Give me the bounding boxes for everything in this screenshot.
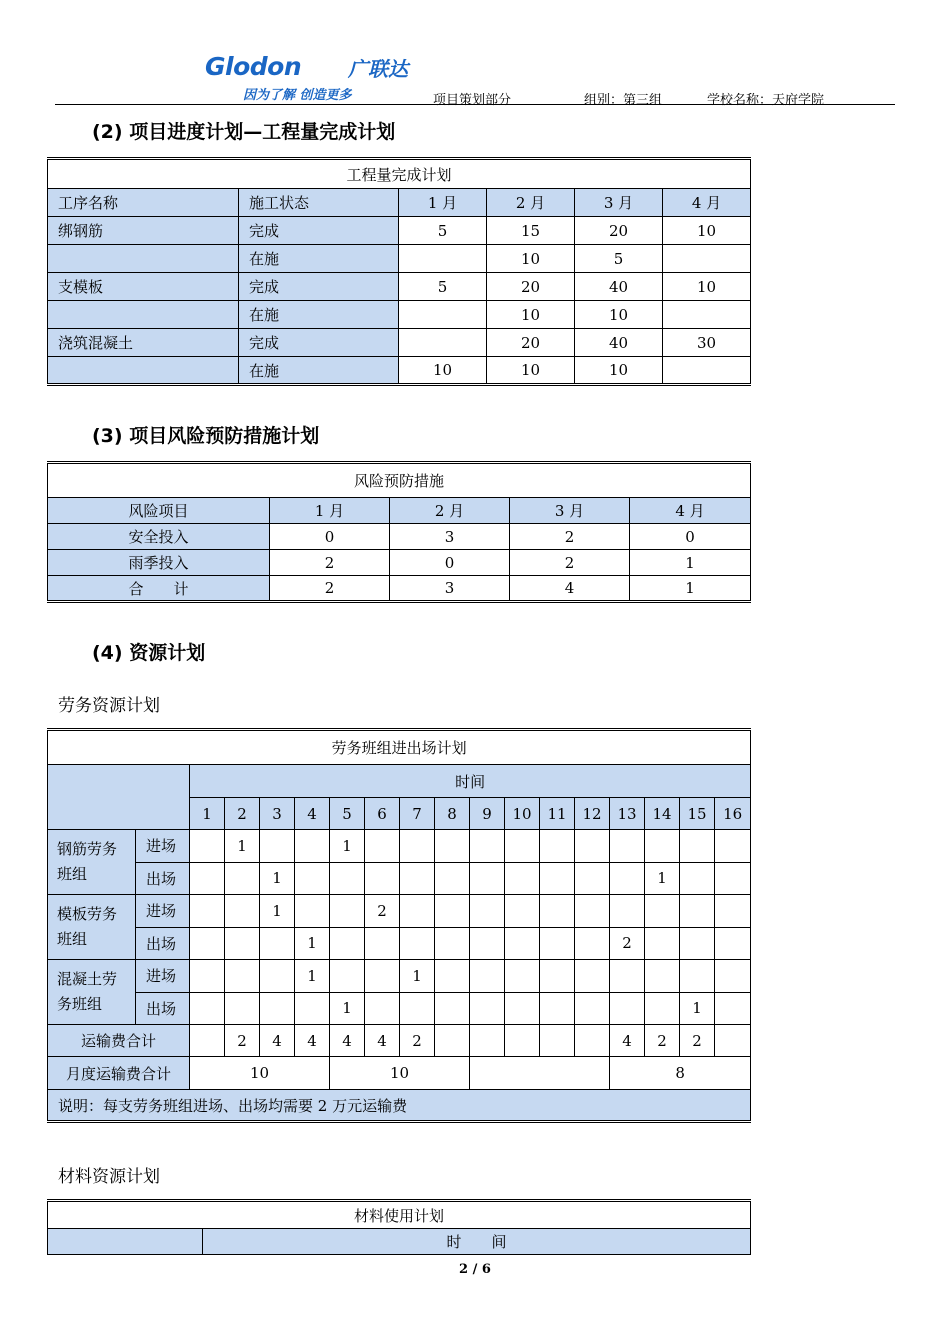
table-cell: 10 (575, 301, 663, 329)
table-cell: 合 计 (48, 576, 270, 602)
table-cell (260, 927, 295, 960)
col-header: 3 月 (510, 498, 630, 524)
table-cell (400, 895, 435, 928)
table-row (48, 576, 751, 602)
table-cell: 4 (260, 1025, 295, 1057)
header-rule (55, 104, 895, 105)
table-cell: 10 (487, 357, 575, 385)
table-cell (190, 927, 225, 960)
table-cell (260, 830, 295, 863)
table-cell (190, 960, 225, 993)
table-cell (435, 862, 470, 895)
table-cell (680, 895, 715, 928)
col-header: 3 月 (575, 189, 663, 217)
team-name (48, 895, 136, 960)
table-cell (575, 1025, 610, 1057)
table-cell: 1 (400, 960, 435, 993)
table-cell: 2 (225, 1025, 260, 1057)
table-cell (505, 862, 540, 895)
table-cell (330, 862, 365, 895)
team-name-line: 模板劳务 (57, 905, 118, 923)
team-name (48, 960, 136, 1025)
table-cell: 2 (400, 1025, 435, 1057)
table-cell: 1 (260, 862, 295, 895)
table-row (48, 357, 751, 385)
header-blank (48, 765, 190, 830)
table-row (48, 245, 751, 273)
transport-row (48, 1025, 751, 1057)
table-cell (225, 895, 260, 928)
period-header: 12 (575, 798, 610, 830)
table-cell: 10 (663, 273, 751, 301)
table-cell (610, 862, 645, 895)
table-cell (225, 862, 260, 895)
table-cell (470, 862, 505, 895)
table-cell (540, 862, 575, 895)
table-cell (505, 992, 540, 1025)
table-cell: 1 (330, 992, 365, 1025)
table-row (48, 550, 751, 576)
section-title-schedule: (2) 项目进度计划—工程量完成计划 (92, 121, 396, 143)
exit-label: 出场 (136, 927, 190, 960)
monthly-cell: 10 (190, 1057, 330, 1090)
table-cell: 2 (270, 550, 390, 576)
table-cell: 2 (270, 576, 390, 602)
period-header: 8 (435, 798, 470, 830)
table-cell (399, 245, 487, 273)
time-header: 时 间 (203, 1229, 751, 1255)
team-row (48, 927, 751, 960)
table-cell (715, 830, 751, 863)
table-cell (260, 992, 295, 1025)
team-name-line: 混凝土劳 (57, 970, 118, 988)
table-cell (365, 992, 400, 1025)
monthly-cell (470, 1057, 610, 1090)
glodon-logo: Glodon (205, 52, 302, 81)
table-cell (435, 992, 470, 1025)
table-cell (190, 895, 225, 928)
table-cell: 绑钢筋 (48, 217, 239, 245)
table-cell (48, 301, 239, 329)
table-cell (680, 960, 715, 993)
team-row (48, 960, 751, 993)
table-cell (225, 927, 260, 960)
table-cell (365, 960, 400, 993)
table-cell: 4 (510, 576, 630, 602)
table-cell: 1 (295, 960, 330, 993)
table-cell (680, 830, 715, 863)
table-cell: 30 (663, 329, 751, 357)
table-caption: 劳务班组进出场计划 (48, 730, 751, 765)
table-cell (330, 960, 365, 993)
table-cell (663, 301, 751, 329)
slogan: 因为了解 创造更多 (243, 88, 352, 103)
table-cell (295, 830, 330, 863)
table-cell (470, 927, 505, 960)
team-row (48, 830, 751, 863)
header-school: 学校名称：天府学院 (707, 93, 825, 108)
table-cell (540, 927, 575, 960)
table-cell (505, 960, 540, 993)
team-row (48, 895, 751, 928)
table-cell (399, 301, 487, 329)
table-cell (225, 992, 260, 1025)
table-cell (540, 960, 575, 993)
table-cell: 4 (365, 1025, 400, 1057)
table-cell (330, 895, 365, 928)
table-cell (575, 895, 610, 928)
table-cell: 完成 (239, 217, 399, 245)
table-cell: 雨季投入 (48, 550, 270, 576)
table-caption: 风险预防措施 (48, 463, 751, 498)
table-cell (715, 862, 751, 895)
period-header: 6 (365, 798, 400, 830)
table-cell: 支模板 (48, 273, 239, 301)
table-cell (680, 862, 715, 895)
table-cell: 40 (575, 273, 663, 301)
table-cell (575, 830, 610, 863)
exit-label: 出场 (136, 862, 190, 895)
table-cell: 在施 (239, 357, 399, 385)
team-name-line: 班组 (57, 865, 88, 883)
material-table (47, 1199, 751, 1255)
period-header: 13 (610, 798, 645, 830)
table-cell (540, 895, 575, 928)
table-cell (505, 895, 540, 928)
table-cell: 2 (645, 1025, 680, 1057)
table-cell: 10 (487, 301, 575, 329)
table-cell (680, 927, 715, 960)
table-cell: 1 (330, 830, 365, 863)
table-caption: 材料使用计划 (48, 1201, 751, 1229)
table-cell: 40 (575, 329, 663, 357)
table-cell: 20 (487, 329, 575, 357)
table-cell (645, 895, 680, 928)
table-cell (295, 862, 330, 895)
table-cell: 5 (399, 273, 487, 301)
team-name (48, 830, 136, 895)
table-cell: 浇筑混凝土 (48, 329, 239, 357)
team-name-line: 班组 (57, 930, 88, 948)
table-cell (470, 992, 505, 1025)
table-cell: 安全投入 (48, 524, 270, 550)
table-cell (645, 960, 680, 993)
table-cell (190, 830, 225, 863)
table-cell (575, 862, 610, 895)
table-cell: 2 (365, 895, 400, 928)
table-cell (470, 1025, 505, 1057)
table-cell: 1 (630, 550, 751, 576)
team-row (48, 862, 751, 895)
table-cell (470, 895, 505, 928)
period-header: 10 (505, 798, 540, 830)
table-cell (470, 830, 505, 863)
col-header: 1 月 (270, 498, 390, 524)
table-cell (295, 895, 330, 928)
table-row (48, 301, 751, 329)
table-cell (365, 830, 400, 863)
period-header: 1 (190, 798, 225, 830)
col-header: 4 月 (663, 189, 751, 217)
monthly-row (48, 1057, 751, 1090)
table-cell: 1 (295, 927, 330, 960)
table-cell (645, 992, 680, 1025)
table-cell (190, 1025, 225, 1057)
table-cell (540, 992, 575, 1025)
table-cell: 在施 (239, 301, 399, 329)
section-title-risk: (3) 项目风险预防措施计划 (92, 425, 320, 447)
table-cell (435, 830, 470, 863)
period-header: 15 (680, 798, 715, 830)
header-section: 项目策划部分 (433, 93, 512, 108)
table-cell: 2 (680, 1025, 715, 1057)
table-cell: 20 (575, 217, 663, 245)
table-cell (715, 992, 751, 1025)
table-row (48, 524, 751, 550)
table-cell: 2 (510, 550, 630, 576)
entry-label: 进场 (136, 960, 190, 993)
period-header: 14 (645, 798, 680, 830)
table-cell (400, 862, 435, 895)
table-cell: 1 (225, 830, 260, 863)
table-cell (400, 992, 435, 1025)
table-cell (330, 927, 365, 960)
table-cell: 0 (270, 524, 390, 550)
table-cell: 10 (575, 357, 663, 385)
period-header: 2 (225, 798, 260, 830)
table-cell: 4 (295, 1025, 330, 1057)
col-header: 2 月 (487, 189, 575, 217)
table-cell: 2 (510, 524, 630, 550)
table-cell: 3 (390, 576, 510, 602)
table-cell: 0 (390, 550, 510, 576)
header-blank (48, 1229, 203, 1255)
table-cell (365, 862, 400, 895)
table-cell: 5 (575, 245, 663, 273)
team-name-line: 钢筋劳务 (57, 840, 118, 858)
col-header: 4 月 (630, 498, 751, 524)
table-cell (435, 960, 470, 993)
note: 说明：每支劳务班组进场、出场均需要 2 万元运输费 (48, 1090, 751, 1122)
table-cell (575, 992, 610, 1025)
table-cell: 4 (610, 1025, 645, 1057)
table-cell (540, 830, 575, 863)
table-row (48, 217, 751, 245)
table-cell (190, 992, 225, 1025)
table-row (48, 273, 751, 301)
table-cell (540, 1025, 575, 1057)
table-cell (610, 992, 645, 1025)
period-header: 5 (330, 798, 365, 830)
table-cell (663, 357, 751, 385)
table-cell: 2 (610, 927, 645, 960)
col-header: 1 月 (399, 189, 487, 217)
table-cell (505, 1025, 540, 1057)
table-cell (715, 895, 751, 928)
col-header: 2 月 (390, 498, 510, 524)
table-cell (610, 830, 645, 863)
table-cell: 15 (487, 217, 575, 245)
team-name-line: 务班组 (57, 995, 103, 1013)
table-cell: 完成 (239, 273, 399, 301)
header-group: 组别：第三组 (584, 93, 663, 108)
table-cell: 5 (399, 217, 487, 245)
table-cell: 完成 (239, 329, 399, 357)
subtitle-material: 材料资源计划 (58, 1167, 160, 1187)
table-cell (365, 927, 400, 960)
glodon-logo-chinese: 广联达 (348, 57, 408, 81)
table-cell (435, 1025, 470, 1057)
table-cell (575, 927, 610, 960)
table-row (48, 329, 751, 357)
table-cell (225, 960, 260, 993)
entry-label: 进场 (136, 830, 190, 863)
table-cell (190, 862, 225, 895)
table-cell (435, 895, 470, 928)
table-cell (715, 1025, 751, 1057)
table-caption: 工程量完成计划 (48, 159, 751, 189)
table-cell (435, 927, 470, 960)
table-cell: 1 (645, 862, 680, 895)
col-header: 风险项目 (48, 498, 270, 524)
page-number: 2 / 6 (459, 1262, 491, 1277)
table-cell (400, 927, 435, 960)
period-header: 16 (715, 798, 751, 830)
table-cell: 在施 (239, 245, 399, 273)
table-cell (295, 992, 330, 1025)
table-cell: 1 (630, 576, 751, 602)
period-header: 4 (295, 798, 330, 830)
section-title-resources: (4) 资源计划 (92, 642, 206, 664)
team-row (48, 992, 751, 1025)
table-cell (663, 245, 751, 273)
table-cell (400, 830, 435, 863)
table-cell (645, 927, 680, 960)
table-cell (48, 245, 239, 273)
table-cell: 20 (487, 273, 575, 301)
period-header: 7 (400, 798, 435, 830)
workload-table (47, 157, 751, 386)
period-header: 11 (540, 798, 575, 830)
time-header: 时间 (190, 765, 751, 798)
exit-label: 出场 (136, 992, 190, 1025)
period-header: 3 (260, 798, 295, 830)
entry-label: 进场 (136, 895, 190, 928)
risk-table (47, 461, 751, 603)
col-header: 施工状态 (239, 189, 399, 217)
table-cell (399, 329, 487, 357)
table-cell: 1 (680, 992, 715, 1025)
table-cell (48, 357, 239, 385)
table-cell: 3 (390, 524, 510, 550)
col-header: 工序名称 (48, 189, 239, 217)
transport-label: 运输费合计 (48, 1025, 190, 1057)
table-cell (575, 960, 610, 993)
table-cell: 1 (260, 895, 295, 928)
table-cell (505, 927, 540, 960)
table-cell: 10 (663, 217, 751, 245)
table-cell (715, 927, 751, 960)
table-cell (715, 960, 751, 993)
table-cell: 4 (330, 1025, 365, 1057)
subtitle-labor: 劳务资源计划 (58, 696, 160, 716)
table-cell (470, 960, 505, 993)
monthly-label: 月度运输费合计 (48, 1057, 190, 1090)
table-cell: 10 (399, 357, 487, 385)
table-cell (505, 830, 540, 863)
table-cell (610, 960, 645, 993)
table-cell: 0 (630, 524, 751, 550)
table-cell (260, 960, 295, 993)
labor-table (47, 728, 751, 1123)
table-cell: 10 (487, 245, 575, 273)
table-cell (610, 895, 645, 928)
monthly-cell: 10 (330, 1057, 470, 1090)
period-header: 9 (470, 798, 505, 830)
monthly-cell: 8 (610, 1057, 751, 1090)
table-cell (645, 830, 680, 863)
